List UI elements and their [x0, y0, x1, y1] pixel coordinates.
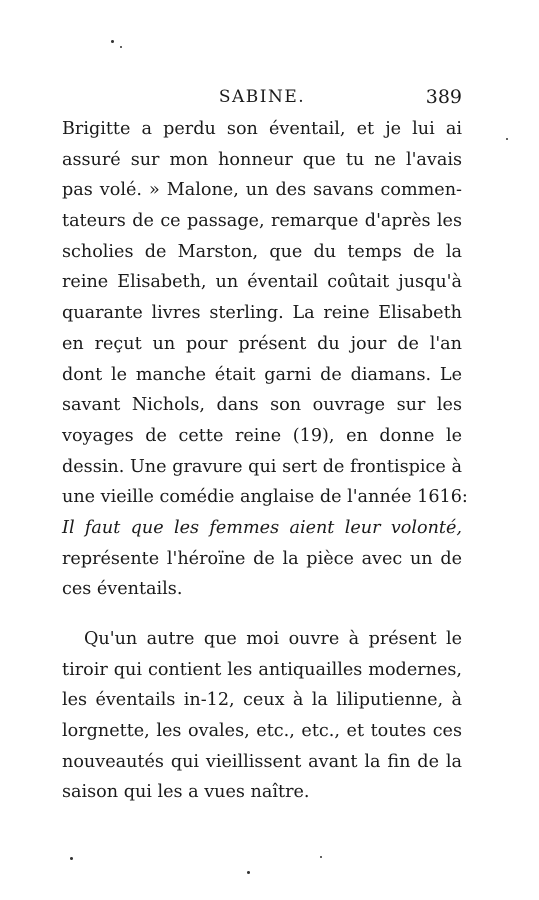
text-line: lorgnette, les ovales, etc., etc., et toutes ces	[62, 721, 462, 742]
text-line: ces éventails.	[62, 579, 183, 600]
text-line: assuré sur mon honneur que tu ne l'avais	[62, 149, 462, 170]
paragraph-1	[62, 114, 468, 605]
text-line: quarante livres sterling. La reine Elisabeth	[62, 303, 462, 324]
ink-speck	[247, 871, 250, 874]
text-line: pas volé. » Malone, un des savans commen-	[62, 180, 462, 201]
text-line: dessin. Une gravure qui sert de frontispice à	[62, 456, 462, 477]
text-line: savant Nichols, dans son ouvrage sur les	[62, 395, 462, 416]
text-line: Brigitte a perdu son éventail, et je lui ai	[62, 119, 462, 139]
text-line: tiroir qui contient les antiquailles modernes,	[62, 659, 462, 680]
italic-title-line: Il faut que les femmes aient leur volonté,	[62, 517, 462, 538]
running-title: SABINE.	[218, 87, 306, 107]
text-line: nouveautés qui vieillissent avant la fin de la	[62, 751, 462, 772]
text-line: Qu'un autre que moi ouvre à présent le	[84, 629, 462, 649]
text-line: dont le manche était garni de diamans. Le	[62, 364, 462, 385]
page-header	[62, 82, 462, 112]
text-line: une vieille comédie anglaise de l'année 1616:	[62, 487, 468, 508]
text-line: tateurs de ce passage, remarque d'après les	[62, 211, 462, 232]
ink-speck	[320, 856, 322, 858]
ink-speck	[506, 138, 508, 140]
text-line: représente l'héroïne de la pièce avec un de	[62, 548, 462, 569]
paragraph-2	[62, 624, 462, 808]
ink-speck	[120, 46, 122, 48]
ink-speck	[70, 857, 73, 860]
text-line: scholies de Marston, que du temps de la	[62, 241, 462, 262]
page-number: 389	[425, 86, 462, 108]
text-line: reine Elisabeth, un éventail coûtait jusqu'à	[62, 272, 462, 293]
text-line: saison qui les a vues naître.	[62, 782, 310, 803]
ink-speck	[111, 40, 114, 43]
text-line: voyages de cette reine (19), en donne le	[62, 425, 462, 446]
text-line: en reçut un pour présent du jour de l'an	[62, 333, 462, 354]
text-line: les éventails in-12, ceux à la liliputienne, à	[62, 690, 462, 711]
